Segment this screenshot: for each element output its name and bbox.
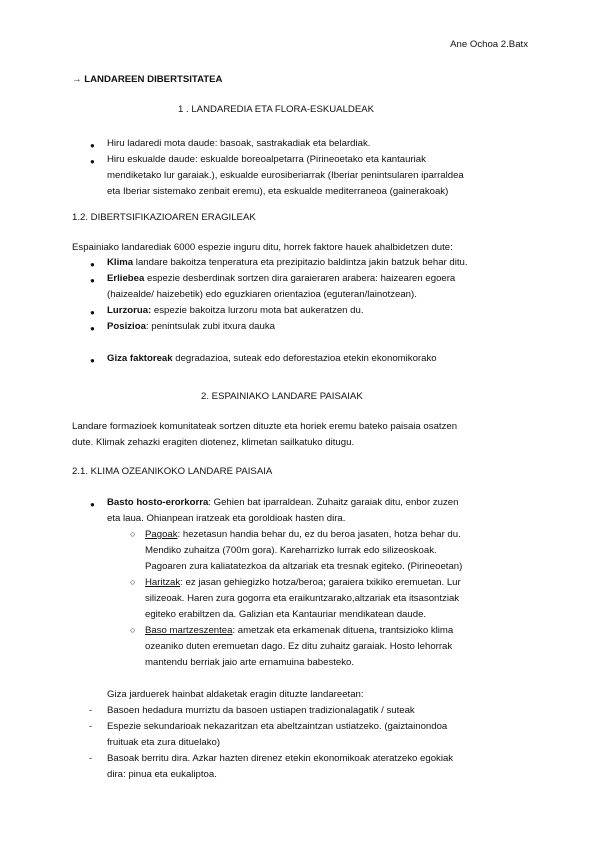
bullet-icon: ● — [90, 324, 95, 333]
dash-item: Espezie sekundarioak nekazaritzan eta abeltzaintzan ustiatzeko. (gaiztainondoa — [107, 721, 448, 732]
dash-marker: - — [89, 721, 93, 732]
author-header: Ane Ochoa 2.Batx — [450, 39, 528, 50]
sub-item: Haritzak: ez jasan gehiegizko hotza/beroa; garaiera txikiko eremuetan. Lur — [145, 577, 461, 588]
list-item: Basto hosto-erorkorra: Gehien bat iparraldean. Zuhaitz garaiak ditu, enbor zuzen — [107, 497, 459, 508]
bullet-icon: ● — [90, 276, 95, 285]
sub-item-continuation: mantendu berriak jaio arte ernamuina babesteko. — [145, 657, 355, 668]
bullet-icon: ● — [90, 500, 95, 509]
sub-item-continuation: Pagoaren zura kaliatatezkoa da altzariak eta tresnak egiteko. (Pirineoetan) — [145, 561, 463, 572]
section-2-heading: 2. ESPAINIAKO LANDARE PAISAIAK — [201, 391, 363, 402]
section-1-2-heading: 1.2. DIBERTSIFIKAZIOAREN ERAGILEAK — [72, 212, 256, 223]
list-item-continuation: (haizealde/ haizebetik) edo eguzkiaren orientazioa (eguteran/lainotzean). — [107, 289, 417, 300]
bullet-icon: ● — [90, 308, 95, 317]
bullet-icon: ● — [90, 157, 95, 166]
section-2-1-heading: 2.1. KLIMA OZEANIKOKO LANDARE PAISAIA — [72, 466, 273, 477]
list-item-continuation: eta laua. Ohianpean iratzeak eta goroldioak hasten dira. — [107, 513, 346, 524]
list-item: Klima landare bakoitza tenperatura eta prezipitazio baldintza jakin batzuk behar ditu. — [107, 257, 468, 268]
list-item: Erliebea espezie desberdinak sortzen dira garaieraren arabera: haizearen egoera — [107, 273, 456, 284]
dash-marker: - — [89, 705, 93, 716]
dash-item: Basoen hedadura murriztu da basoen ustiapen tradizionalagatik / suteak — [107, 705, 415, 716]
list-item: Posizioa: penintsulak zubi itxura dauka — [107, 321, 275, 332]
section-1-2-intro: Espainiako landarediak 6000 espezie inguru ditu, horrek faktore hauek ahalbidetzen dute: — [72, 242, 453, 253]
sub-item-continuation: ozeaniko duten eremuetan dago. Ez ditu zuhaitz garaiak. Hosto lehorrak — [145, 641, 453, 652]
sub-item-continuation: egiteko erabiltzen da. Galizian eta Kantauriar mendikatean daude. — [145, 609, 427, 620]
dash-item-continuation: fruituak eta zura dituelako) — [107, 737, 221, 748]
dash-marker: - — [89, 753, 93, 764]
sub-item: Baso martzeszentea: ametzak eta erkamenak dituena, trantsizioko klima — [145, 625, 454, 636]
circle-bullet-icon: ○ — [130, 577, 136, 587]
circle-bullet-icon: ○ — [130, 625, 136, 635]
section-2-paragraph-line: Landare formazioek komunitateak sortzen dituzte eta horiek eremu bateko paisaia osatzen — [72, 421, 458, 432]
list-item: Hiru ladaredi mota daude: basoak, sastrakadiak eta belardiak. — [107, 138, 371, 149]
section-1-heading: 1 . LANDAREDIA ETA FLORA-ESKUALDEAK — [178, 104, 375, 115]
list-item-continuation: mendiketako lur garaiak.), eskualde eurosiberiarrak (Iberiar penintsularen iparraldea — [107, 170, 464, 181]
circle-bullet-icon: ○ — [130, 529, 136, 539]
bullet-icon: ● — [90, 356, 95, 365]
bullet-icon: ● — [90, 260, 95, 269]
sub-item-continuation: silizeoak. Haren zura gogorra eta eraikuntzarako,altzariak eta itsasontziak — [145, 593, 460, 604]
list-item-continuation: eta Iberiar sistemako zenbait eremu), eta eskualde mediterraneoa (gainerakoak) — [107, 186, 449, 197]
dash-item-continuation: dira: pinua eta eukaliptoa. — [107, 769, 217, 780]
list-item: Hiru eskualde daude: eskualde boreoalpetarra (Pirineoetako eta kantauriak — [107, 154, 426, 165]
section-2-paragraph-line: dute. Klimak zehazki eragiten diotenez, klimetan sailkatuko ditugu. — [72, 437, 355, 448]
human-activity-intro: Giza jarduerek hainbat aldaketak eragin dituzte landareetan: — [107, 689, 364, 700]
bullet-icon: ● — [90, 141, 95, 150]
list-item: Giza faktoreak degradazioa, suteak edo deforestazioa etekin ekonomikorako — [107, 353, 437, 364]
dash-item: Basoak berritu dira. Azkar hazten direnez etekin ekonomikoak ateratzeko egokiak — [107, 753, 454, 764]
list-item: Lurzorua: espezie bakoitza lurzoru mota bat aukeratzen du. — [107, 305, 364, 316]
sub-item-continuation: Mendiko zuhaitza (700m gora). Kareharrizko lurrak edo silizeoskoak. — [145, 545, 437, 556]
document-title: → LANDAREEN DIBERTSITATEA — [72, 74, 223, 85]
sub-item: Pagoak: hezetasun handia behar du, ez du beroa jasaten, hotza behar du. — [145, 529, 461, 540]
